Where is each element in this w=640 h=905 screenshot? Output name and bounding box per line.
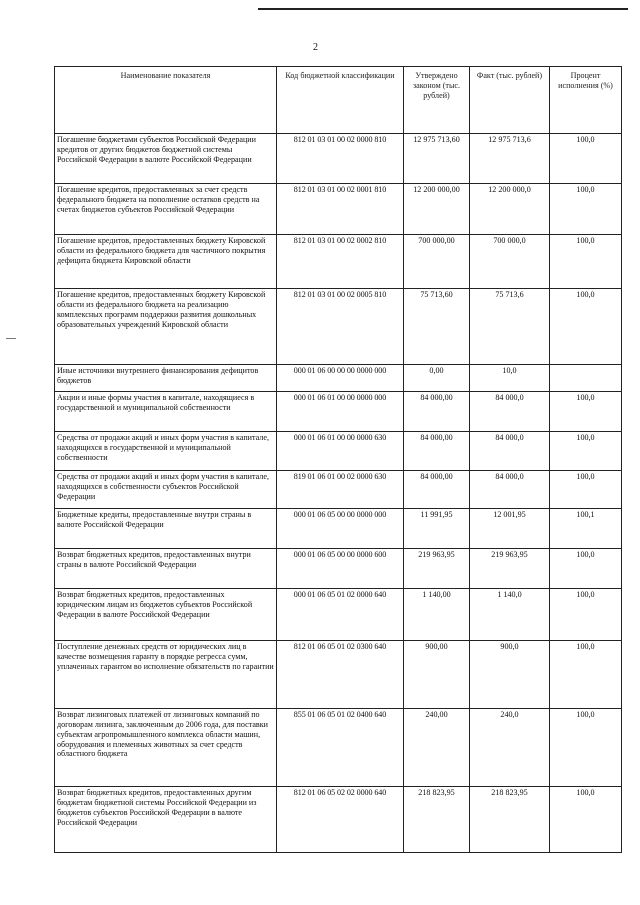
- row-actual: 84 000,0: [470, 471, 550, 509]
- row-code: 000 01 06 00 00 00 0000 000: [277, 365, 404, 392]
- row-actual: 84 000,0: [470, 392, 550, 432]
- row-percent: [550, 365, 622, 392]
- row-name: Средства от продажи акций и иных форм участия в капитале, находящихся в государственной и муниципальной собственности: [55, 432, 277, 471]
- row-percent: 100,0: [550, 235, 622, 289]
- row-name: Возврат лизинговых платежей от лизинговых компаний по договорам лизинга, заключенным до 2006 года, для поставки субъектам агропромышленного комплекса области машин, оборудования и племенных животных за счет средств областного бюджета: [55, 709, 277, 787]
- top-rule: [258, 8, 628, 10]
- row-approved: 218 823,95: [404, 787, 470, 853]
- table-row: [55, 709, 622, 787]
- row-percent: 100,0: [550, 392, 622, 432]
- header-row: [55, 67, 622, 134]
- table-row: [55, 392, 622, 432]
- table-row: [55, 471, 622, 509]
- margin-mark: [6, 338, 16, 339]
- row-name: Акции и иные формы участия в капитале, находящиеся в государственной и муниципальной собственности: [55, 392, 277, 432]
- row-actual: 84 000,0: [470, 432, 550, 471]
- budget-table: [54, 66, 622, 853]
- row-actual: 12 975 713,6: [470, 134, 550, 184]
- row-approved: 11 991,95: [404, 509, 470, 549]
- header-name: Наименование показателя: [55, 67, 277, 134]
- table-row: [55, 432, 622, 471]
- row-actual: 218 823,95: [470, 787, 550, 853]
- table-row: [55, 134, 622, 184]
- row-percent: 100,0: [550, 184, 622, 235]
- row-approved: 12 200 000,00: [404, 184, 470, 235]
- row-name: Возврат бюджетных кредитов, предоставленных другим бюджетам бюджетной системы Российской Федерации из бюджетов субъектов Российской Федерации в валюте Российской Федерации: [55, 787, 277, 853]
- row-code: 812 01 03 01 00 02 0001 810: [277, 184, 404, 235]
- row-actual: 12 001,95: [470, 509, 550, 549]
- row-percent: 100,0: [550, 289, 622, 365]
- row-approved: 84 000,00: [404, 392, 470, 432]
- page-number: 2: [313, 42, 318, 53]
- row-name: Погашение бюджетами субъектов Российской Федерации кредитов от других бюджетов бюджетной системы Российской Федерации в валюте Российской Федерации: [55, 134, 277, 184]
- row-code: 812 01 06 05 02 02 0000 640: [277, 787, 404, 853]
- row-percent: 100,0: [550, 709, 622, 787]
- row-approved: 75 713,60: [404, 289, 470, 365]
- row-actual: 12 200 000,0: [470, 184, 550, 235]
- row-actual: 700 000,0: [470, 235, 550, 289]
- header-approved: Утверждено законом (тыс. рублей): [404, 67, 470, 134]
- row-code: 812 01 06 05 01 02 0300 640: [277, 641, 404, 709]
- row-approved: 84 000,00: [404, 471, 470, 509]
- row-approved: 900,00: [404, 641, 470, 709]
- table-row: [55, 184, 622, 235]
- header-code: Код бюджетной классификации: [277, 67, 404, 134]
- row-code: 000 01 06 01 00 00 0000 630: [277, 432, 404, 471]
- table-row: [55, 589, 622, 641]
- row-actual: 240,0: [470, 709, 550, 787]
- row-name: Возврат бюджетных кредитов, предоставленных внутри страны в валюте Российской Федерации: [55, 549, 277, 589]
- row-actual: 10,0: [470, 365, 550, 392]
- row-approved: 219 963,95: [404, 549, 470, 589]
- row-percent: 100,0: [550, 134, 622, 184]
- row-name: Иные источники внутреннего финансирования дефицитов бюджетов: [55, 365, 277, 392]
- row-approved: 1 140,00: [404, 589, 470, 641]
- row-actual: 1 140,0: [470, 589, 550, 641]
- row-percent: 100,1: [550, 509, 622, 549]
- row-code: 812 01 03 01 00 02 0005 810: [277, 289, 404, 365]
- row-percent: 100,0: [550, 787, 622, 853]
- row-code: 812 01 03 01 00 02 0002 810: [277, 235, 404, 289]
- row-approved: 84 000,00: [404, 432, 470, 471]
- row-code: 819 01 06 01 00 02 0000 630: [277, 471, 404, 509]
- header-percent: Процент исполнения (%): [550, 67, 622, 134]
- row-name: Погашение кредитов, предоставленных бюджету Кировской области из федерального бюджета на реализацию комплексных программ поддержки развития дошкольных образовательных учреждений Кировской области: [55, 289, 277, 365]
- row-actual: 75 713,6: [470, 289, 550, 365]
- table-row: [55, 235, 622, 289]
- table-row: [55, 787, 622, 853]
- row-actual: 219 963,95: [470, 549, 550, 589]
- row-name: Средства от продажи акций и иных форм участия в капитале, находящихся в собственности субъектов Российской Федерации: [55, 471, 277, 509]
- table-row: [55, 509, 622, 549]
- row-percent: 100,0: [550, 471, 622, 509]
- row-code: 855 01 06 05 01 02 0400 640: [277, 709, 404, 787]
- row-name: Бюджетные кредиты, предоставленные внутри страны в валюте Российской Федерации: [55, 509, 277, 549]
- row-percent: 100,0: [550, 549, 622, 589]
- row-code: 000 01 06 05 00 00 0000 000: [277, 509, 404, 549]
- row-approved: 0,00: [404, 365, 470, 392]
- header-actual: Факт (тыс. рублей): [470, 67, 550, 134]
- row-code: 000 01 06 05 00 00 0000 600: [277, 549, 404, 589]
- row-percent: 100,0: [550, 641, 622, 709]
- row-code: 000 01 06 01 00 00 0000 000: [277, 392, 404, 432]
- row-actual: 900,0: [470, 641, 550, 709]
- row-name: Поступление денежных средств от юридических лиц в качестве возмещения гаранту в порядке регресса сумм, уплаченных гарантом во исполнение обязательств по гарантии: [55, 641, 277, 709]
- row-percent: 100,0: [550, 432, 622, 471]
- row-name: Погашение кредитов, предоставленных за счет средств федерального бюджета на пополнение остатков средств на счетах бюджетов субъектов Российской Федерации: [55, 184, 277, 235]
- row-code: 812 01 03 01 00 02 0000 810: [277, 134, 404, 184]
- row-percent: 100,0: [550, 589, 622, 641]
- row-approved: 240,00: [404, 709, 470, 787]
- row-approved: 700 000,00: [404, 235, 470, 289]
- table-row: [55, 289, 622, 365]
- row-name: Возврат бюджетных кредитов, предоставленных юридическим лицам из бюджетов субъектов Российской Федерации в валюте Российской Федерации: [55, 589, 277, 641]
- table-row: [55, 365, 622, 392]
- row-approved: 12 975 713,60: [404, 134, 470, 184]
- row-name: Погашение кредитов, предоставленных бюджету Кировской области из федерального бюджета для частичного покрытия дефицита бюджета Кировской области: [55, 235, 277, 289]
- table-row: [55, 549, 622, 589]
- row-code: 000 01 06 05 01 02 0000 640: [277, 589, 404, 641]
- table-row: [55, 641, 622, 709]
